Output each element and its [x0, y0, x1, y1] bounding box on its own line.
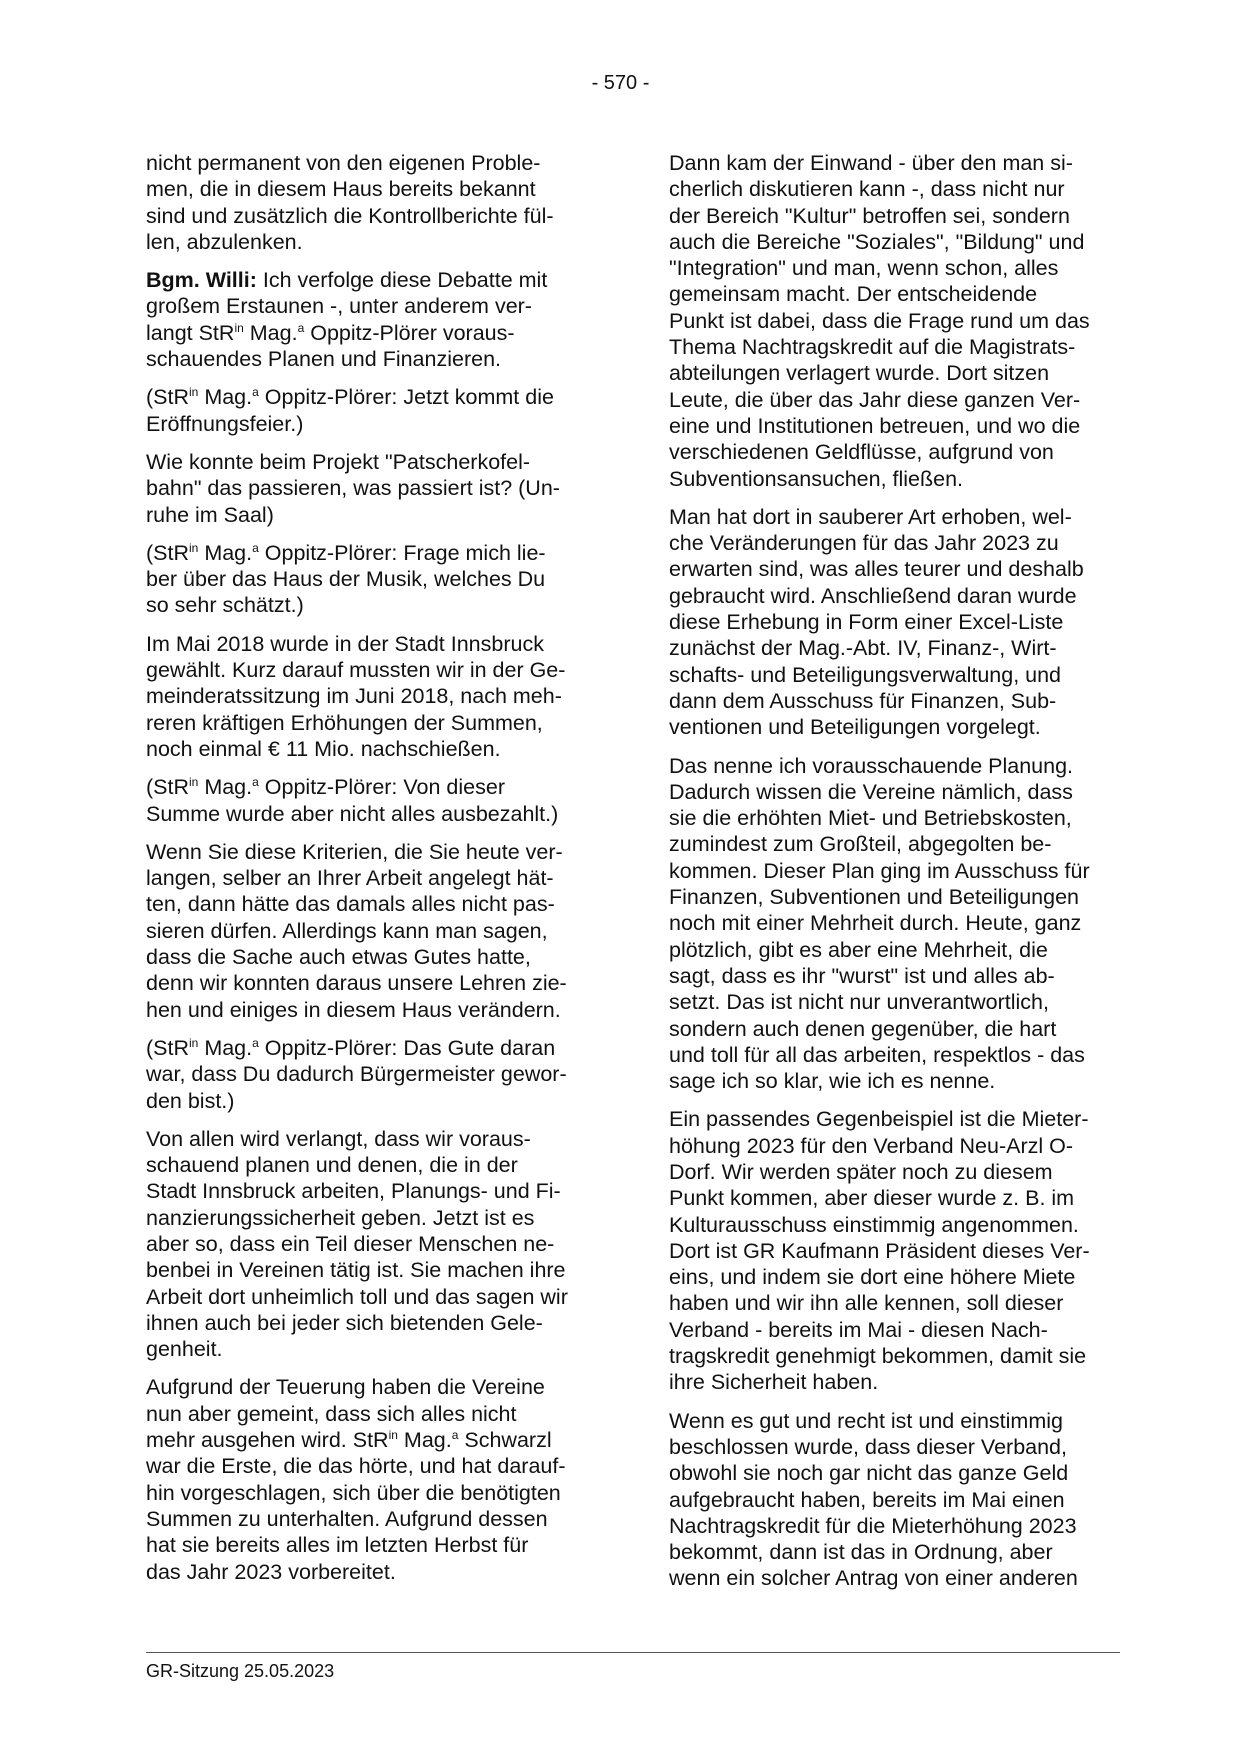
superscript: in	[189, 1035, 199, 1050]
paragraph: Im Mai 2018 wurde in der Stadt Innsbruck gewählt. Kurz darauf mussten wir in der Ge- meinderatssitzung im Juni 2018, nach meh- reren kräftigen Erhöhungen der Summen, noch einmal € 11 Mio. nachschießen.	[146, 631, 566, 761]
left-column	[146, 150, 601, 1597]
superscript: a	[252, 540, 259, 555]
superscript: a	[451, 1428, 459, 1443]
paragraph: (StR$^{in}$ Mag.$^a$ Oppitz-Plörer: Von dieser Summe wurde aber nicht alles ausbezahlt.)	[146, 775, 559, 826]
paragraph: Von allen wird verlangt, dass wir voraus- schauend planen und denen, die in der Stadt Innsbruck arbeiten, Planungs- und Fi- nanzierungssicherheit geben. Jetzt ist es aber so, dass ein Teil dieser Menschen ne- benbei in Vereinen tätig ist. Sie machen ihre Arbeit dort unheimlich toll und das sagen wir ihnen auch bei jeder sich bietenden Gele- genheit.	[146, 1126, 568, 1362]
paragraph: nicht permanent von den eigenen Proble- men, die in diesem Haus bereits bekannt sind und zusätzlich die Kontrollberichte fül- len, abzulenken.	[146, 151, 554, 254]
paragraph: Wenn es gut und recht ist und einstimmig beschlossen wurde, dass dieser Verband, obwohl sie noch gar nicht das ganze Geld aufgebraucht haben, bereits im Mai einen Nachtragskredit für die Mieterhöhung 2023 bekommt, dann ist das in Ordnung, aber wenn ein solcher Antrag von einer anderen	[669, 1408, 1078, 1591]
paragraph: Man hat dort in sauberer Art erhoben, wel- che Veränderungen für das Jahr 2023 zu erwarten sind, was alles teurer und deshalb gebraucht wird. Anschließend daran wurde diese Erhebung in Form einer Excel-Liste zunächst der Mag.-Abt. IV, Finanz-, Wirt- schafts- und Beteiligungsverwaltung, und dann dem Ausschuss für Finanzen, Sub- ventionen und Beteiligungen vorgelegt.	[669, 504, 1084, 740]
superscript: in	[189, 540, 199, 555]
superscript: a	[252, 1035, 259, 1050]
superscript: a	[252, 385, 259, 400]
paragraph: Wenn Sie diese Kriterien, die Sie heute ver- langen, selber an Ihrer Arbeit angelegt hät- ten, dann hätte das damals alles nicht pas- sieren dürfen. Allerdings kann man sagen, dass die Sache auch etwas Gutes hatte, denn wir konnten daraus unsere Lehren zie- hen und einiges in diesem Haus verändern.	[146, 839, 567, 1022]
footer-divider	[146, 1652, 1120, 1653]
paragraph: (StR$^{in}$ Mag.$^a$ Oppitz-Plörer: Jetzt kommt die Eröffnungsfeier.)	[146, 385, 554, 436]
superscript: in	[388, 1428, 398, 1443]
paragraph: Das nenne ich vorausschauende Planung. Dadurch wissen die Vereine nämlich, dass sie die erhöhten Miet- und Betriebskosten, zumindest zum Großteil, abgegolten be- kommen. Dieser Plan ging im Ausschuss für Finanzen, Subventionen und Beteiligungen noch mit einer Mehrheit durch. Heute, ganz plötzlich, gibt es aber eine Mehrheit, die sagt, dass es ihr "wurst" ist und alles ab- setzt. Das ist nicht nur unverantwortlich, sondern auch denen gegenüber, die hart und toll für all das arbeiten, respektlos - das sage ich so klar, wie ich es nenne.	[669, 753, 1090, 1094]
right-column	[669, 150, 1114, 1604]
paragraph: Dann kam der Einwand - über den man si- cherlich diskutieren kann -, dass nicht nur der Bereich "Kultur" betroffen sei, sondern auch die Bereiche "Soziales", "Bildung" und "Integration" und man, wenn schon, alles gemeinsam macht. Der entscheidende Punkt ist dabei, dass die Frage rund um das Thema Nachtragskredit auf die Magistrats- abteilungen verlagert wurde. Dort sitzen Leute, die über das Jahr diese ganzen Ver- eine und Institutionen betreuen, und wo die verschiedenen Geldflüsse, aufgrund von Subventionsansuchen, fließen.	[669, 151, 1090, 491]
speaker-name: Bgm. Willi:	[146, 268, 257, 293]
paragraph: Wie konnte beim Projekt "Patscherkofel- bahn" das passieren, was passiert ist? (Un- ruhe im Saal)	[146, 449, 560, 527]
paragraph: (StR$^{in}$ Mag.$^a$ Oppitz-Plörer: Frage mich lie- ber über das Haus der Musik, welches Du so sehr schätzt.)	[146, 540, 546, 618]
paragraph: Aufgrund der Teuerung haben die Vereine nun aber gemeint, dass sich alles nicht mehr ausgehen wird. StR$^{in}$ Mag.$^a$ Schwarzl war die Erste, die das hörte, und hat darauf- hin vorgeschlagen, sich über die benötigten Summen zu unterhalten. Aufgrund dessen hat sie bereits alles im letzten Herbst für das Jahr 2023 vorbereitet.	[146, 1375, 566, 1584]
superscript: in	[189, 775, 199, 790]
paragraph: (StR$^{in}$ Mag.$^a$ Oppitz-Plörer: Das Gute daran war, dass Du dadurch Bürgermeister gewor- den bist.)	[146, 1035, 567, 1113]
superscript: a	[297, 320, 305, 335]
paragraph: Ein passendes Gegenbeispiel ist die Mieter- höhung 2023 für den Verband Neu-Arzl O- Dorf. Wir werden später noch zu diesem Punkt kommen, aber dieser wurde z. B. im Kulturausschuss einstimmig angenommen. Dort ist GR Kaufmann Präsident dieses Ver- eins, und indem sie dort eine höhere Miete haben und wir ihn alle kennen, soll dieser Verband - bereits im Mai - diesen Nach- tragskredit genehmigt bekommen, damit sie ihre Sicherheit haben.	[669, 1107, 1090, 1395]
superscript: in	[189, 385, 199, 400]
footer-session-date: GR-Sitzung 25.05.2023	[146, 1661, 335, 1681]
paragraph: Bgm. Willi: Ich verfolge diese Debatte mit großem Erstaunen -, unter anderem ver- langt StR$^{in}$ Mag.$^a$ Oppitz-Plörer voraus- schauendes Planen und Finanzieren.	[146, 268, 548, 372]
superscript: a	[252, 775, 259, 790]
superscript: in	[234, 320, 244, 335]
page-number: - 570 -	[591, 72, 650, 94]
